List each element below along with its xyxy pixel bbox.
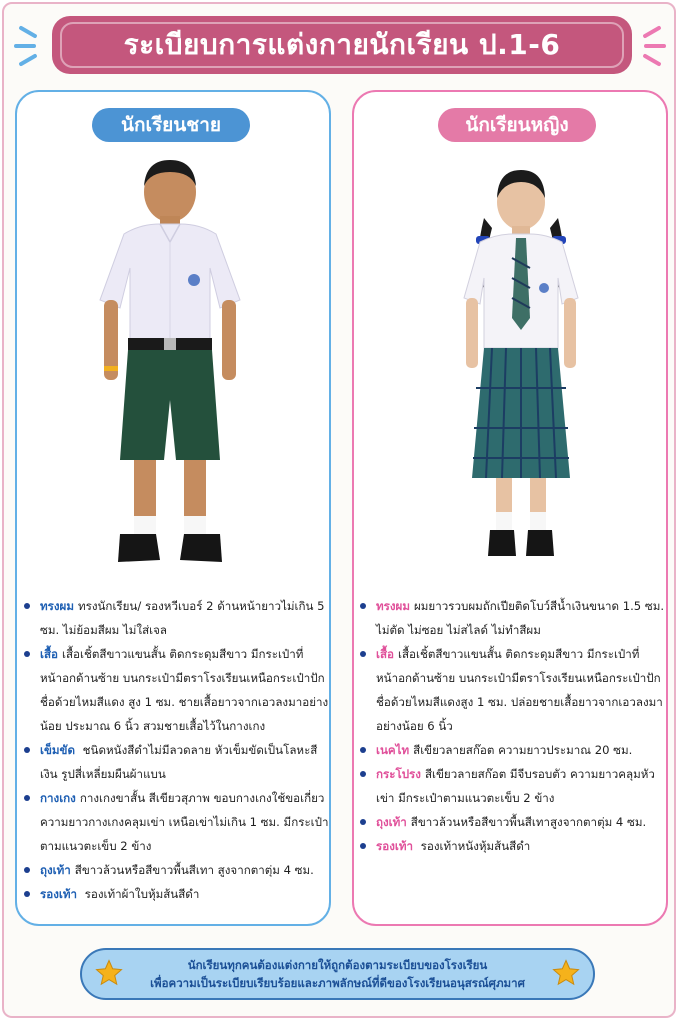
list-item [358, 594, 664, 642]
item-text: ชนิดหนังสีดำไม่มีลวดลาย หัวเข็มขัดเป็นโลหะสีเงิน รูปสี่เหลี่ยมผืนผ้าแบน [40, 743, 318, 781]
list-item [22, 858, 334, 882]
item-text: เสื้อเชิ้ตสีขาวแขนสั้น ติดกระดุมสีขาว มีกระเป๋าที่หน้าอกด้านซ้าย บนกระเป๋ามีตราโรงเรียนเหนือกระเป๋าปักชื่อด้วยไหมสีแดงสูง 1 ซม. ปล่อยชายเสื้อยาวจากเอวลงมาอย่างน้อย 6 นิ้ว [376, 647, 663, 733]
boy-uniform-list [22, 594, 334, 906]
item-term: ถุงเท้า [376, 815, 407, 829]
item-text: เสื้อเชิ้ตสีขาวแขนสั้น ติดกระดุมสีขาว มีกระเป๋าที่หน้าอกด้านซ้าย บนกระเป๋ามีตราโรงเรียนเหนือกระเป๋าปักชื่อด้วยไหมสีแดง สูง 1 ซม. ชายเสื้อยาวจากเอวลงมาอย่างน้อย ประมาณ 6 นิ้ว สวมชายเสื้อไว้ในกางเกง [40, 647, 329, 733]
list-item [358, 762, 664, 810]
item-term: เข็มขัด [40, 743, 75, 757]
item-text: รองเท้าหนังหุ้มส้นสีดำ [416, 839, 531, 853]
list-item [22, 786, 334, 858]
boy-label: นักเรียนชาย [92, 108, 250, 142]
star-icon [94, 958, 124, 988]
girl-uniform-list [358, 594, 664, 858]
list-item [22, 642, 334, 738]
item-text: กางเกงขาสั้น สีเขียวสุภาพ ขอบกางเกงใช้ขอเกี่ยว ความยาวกางเกงคลุมเข่า เหนือเข่าไม่เกิน 1 ซม. มีกระเป๋าตามแนวตะเข็บ 2 ข้าง [40, 791, 329, 853]
item-term: ถุงเท้า [40, 863, 71, 877]
item-text: สีเขียวลายสก๊อต มีจีบรอบตัว ความยาวคลุมหัวเข่า มีกระเป๋าตามแนวตะเข็บ 2 ข้าง [376, 767, 655, 805]
item-text: ผมยาวรวบผมถักเปียติดโบว์สีน้ำเงินขนาด 1.5 ซม. ไม่ตัด ไม่ซอย ไม่สไลด์ ไม่ทำสีผม [376, 599, 665, 637]
girl-label: นักเรียนหญิง [438, 108, 596, 142]
footer-message [122, 956, 553, 992]
item-term: ทรงผม [40, 599, 74, 613]
list-item [358, 834, 664, 858]
list-item [22, 738, 334, 786]
item-term: เสื้อ [376, 647, 395, 661]
item-text: ทรงนักเรียน/ รองหวีเบอร์ 2 ด้านหน้ายาวไม่เกิน 5 ซม. ไม่ย้อมสีผม ไม่ใส่เจล [40, 599, 325, 637]
item-term: ทรงผม [376, 599, 410, 613]
footer-line-2: เพื่อความเป็นระเบียบเรียบร้อยและภาพลักษณ์ที่ดีของโรงเรียนอนุสรณ์ศุภมาศ [150, 976, 525, 990]
footer-line-1: นักเรียนทุกคนต้องแต่งกายให้ถูกต้องตามระเบียบของโรงเรียน [187, 958, 488, 972]
item-text: รองเท้าผ้าใบหุ้มส้นสีดำ [80, 887, 200, 901]
item-text: สีขาวล้วนหรือสีขาวพื้นสีเทา สูงจากตาตุ่ม 4 ซม. [74, 863, 314, 877]
left-dashes-decoration [14, 28, 44, 68]
boy-student-figure [90, 150, 250, 580]
page-title: ระเบียบการแต่งกายนักเรียน ป.1-6 [123, 28, 561, 61]
list-item [358, 810, 664, 834]
item-term: รองเท้า [376, 839, 413, 853]
item-term: เนคไท [376, 743, 410, 757]
item-term: เสื้อ [40, 647, 59, 661]
item-term: กระโปรง [376, 767, 421, 781]
footer-banner [80, 948, 595, 1000]
title-banner [52, 16, 632, 74]
list-item [358, 738, 664, 762]
list-item [22, 882, 334, 906]
star-icon [551, 958, 581, 988]
item-text: สีขาวล้วนหรือสีขาวพื้นสีเทาสูงจากตาตุ่ม 4 ซม. [410, 815, 647, 829]
right-dashes-decoration [640, 28, 670, 68]
girl-student-figure [446, 158, 596, 578]
list-item [22, 594, 334, 642]
item-term: รองเท้า [40, 887, 77, 901]
item-text: สีเขียวลายสก๊อต ความยาวประมาณ 20 ซม. [413, 743, 633, 757]
item-term: กางเกง [40, 791, 76, 805]
list-item [358, 642, 664, 738]
